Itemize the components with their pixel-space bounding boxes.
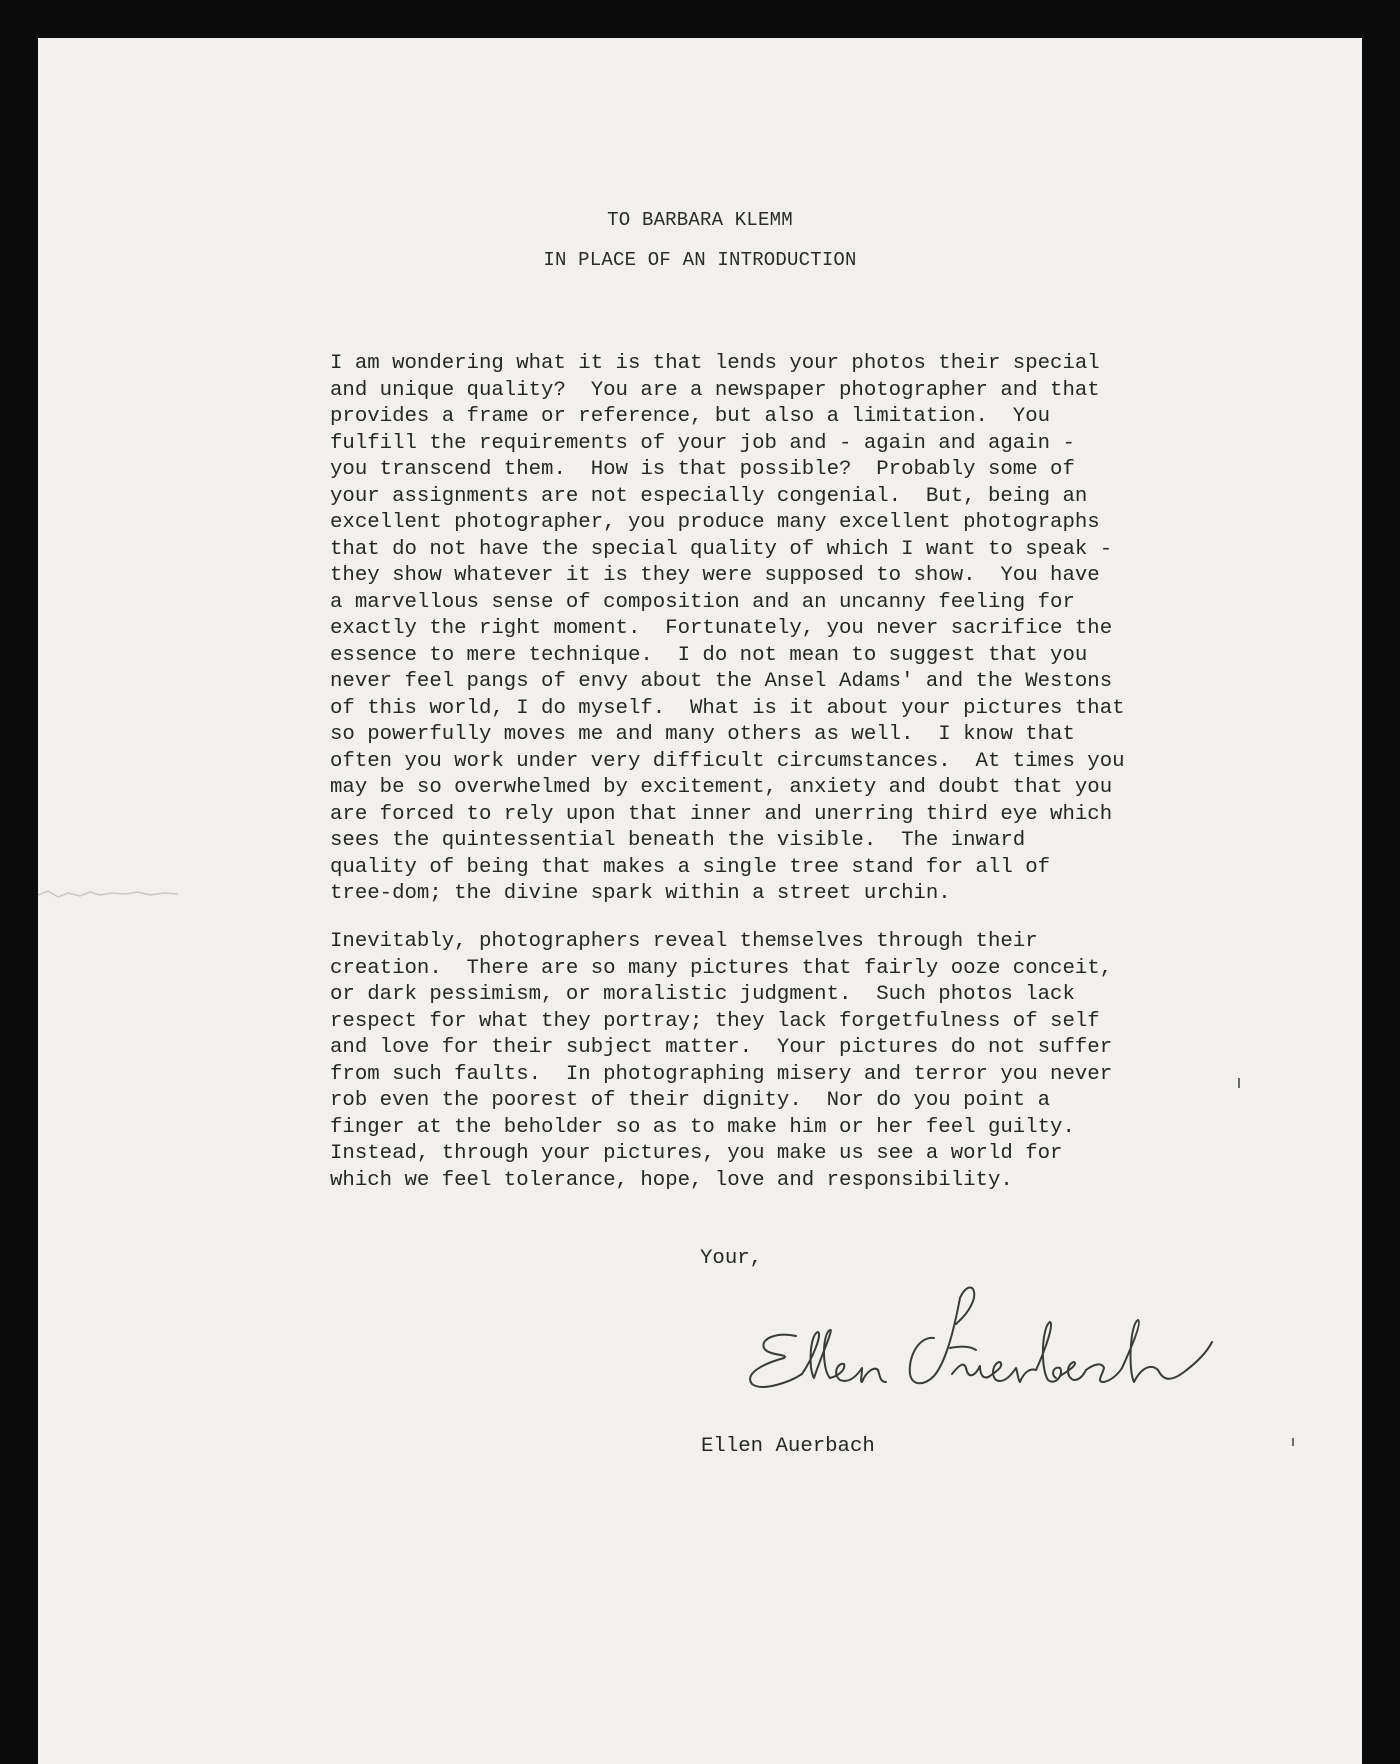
letter-paragraph-1: I am wondering what it is that lends your photos their special and unique quality? You are a newspaper photographer and that provides a frame or reference, but also a limitation. You fulfill the requirements of your job and - again and again - you transcend them. How is that possible? Probably some of your assignments are not especially congenial. But, being an excellent photographer, you produce many excellent photographs that do not have the special quality of which I want to speak - they show whatever it is they were supposed to show. You have a marvellous sense of composition and an uncanny feeling for exactly the right moment. Fortunately, you never sacrifice the essence to mere technique. I do not mean to suggest that you never feel pangs of envy about the Ansel Adams' and the Westons of this world, I do myself. What is it about your pictures that so powerfully moves me and many others as well. I know that often you work under very difficult circumstances. At times you may be so overwhelmed by excitement, anxiety and doubt that you are forced to rely upon that inner and unerring third eye which sees the quintessential beneath the visible. The inward quality of being that makes a single tree stand for all of tree-dom; the divine spark within a street urchin. (330, 352, 1125, 905)
typed-signatory-name: Ellen Auerbach (701, 1435, 875, 1458)
margin-mark (1292, 1438, 1294, 1446)
margin-mark (1238, 1078, 1240, 1088)
letter-paragraph-2: Inevitably, photographers reveal themselves through their creation. There are so many pictures that fairly ooze conceit, or dark pessimism, or moralistic judgment. Such photos lack respect for what they portray; they lack forgetfulness of self and love for their subject matter. Your pictures do not suffer from such faults. In photographing misery and terror you never rob even the poorest of their dignity. Nor do you point a finger at the beholder so as to make him or her feel guilty. Instead, through your pictures, you make us see a world for which we feel tolerance, hope, love and responsibility. (330, 930, 1113, 1192)
letter-closing: Your, (700, 1247, 763, 1270)
handwritten-signature (738, 1278, 1258, 1408)
letter-heading-recipient: TO BARBARA KLEMM (607, 209, 793, 231)
letter-page (38, 38, 1362, 1764)
letter-heading-subtitle: IN PLACE OF AN INTRODUCTION (543, 249, 857, 271)
paper-tear-edge (38, 873, 188, 913)
